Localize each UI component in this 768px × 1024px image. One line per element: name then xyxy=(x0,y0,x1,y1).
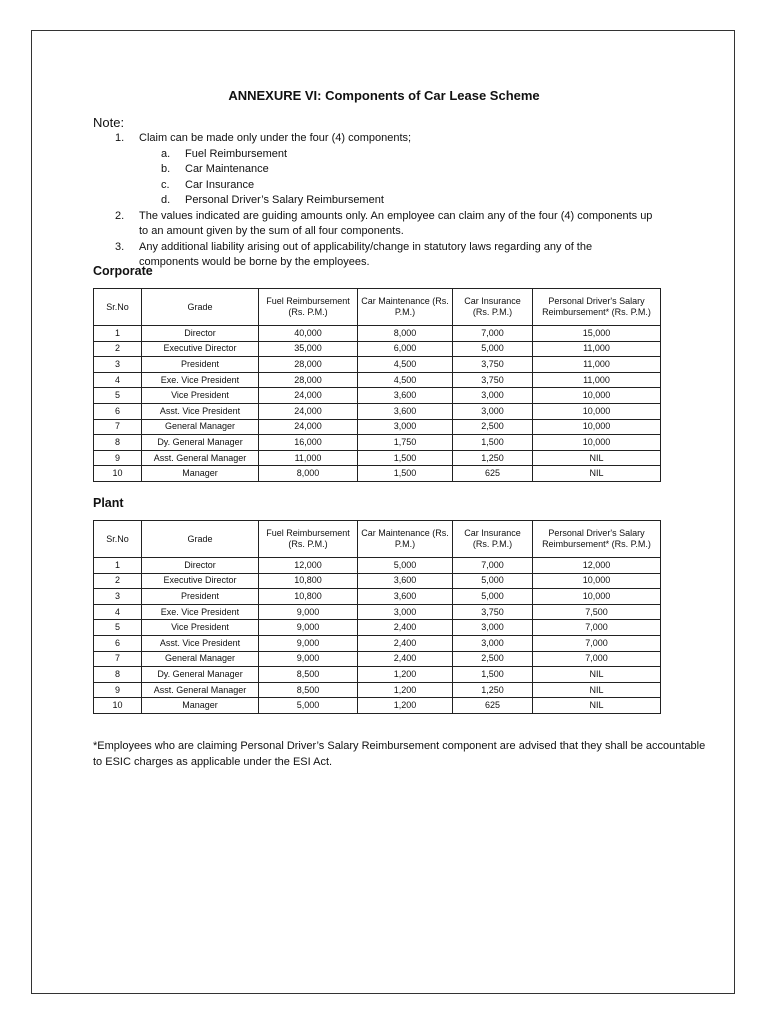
table-cell: 1 xyxy=(94,326,142,342)
table-row xyxy=(94,403,661,419)
note-text: Any additional liability arising out of applicability/change in statutory laws regarding any of the components would be borne by the employees. xyxy=(139,240,593,268)
table-header-row xyxy=(94,289,661,326)
table-cell: 16,000 xyxy=(259,435,358,451)
table-cell: 1,750 xyxy=(358,435,453,451)
table-cell: 3,000 xyxy=(453,635,533,651)
table-cell: Dy. General Manager xyxy=(142,667,259,683)
table-cell: Dy. General Manager xyxy=(142,435,259,451)
table-cell: 24,000 xyxy=(259,388,358,404)
table-row xyxy=(94,326,661,342)
table-cell: 12,000 xyxy=(533,558,661,574)
table-cell: 1,500 xyxy=(358,450,453,466)
footnote: *Employees who are claiming Personal Driver’s Salary Reimbursement component are advised that they shall be accountable to ESIC charges as applicable under the ESI Act. xyxy=(93,740,706,768)
table-row xyxy=(94,419,661,435)
table-cell: 7,000 xyxy=(453,326,533,342)
table-cell: 9,000 xyxy=(259,620,358,636)
table-cell: NIL xyxy=(533,466,661,482)
table-row xyxy=(94,357,661,373)
table-row xyxy=(94,388,661,404)
table-row xyxy=(94,651,661,667)
table-cell: 11,000 xyxy=(533,341,661,357)
table-row xyxy=(94,450,661,466)
table-cell: 625 xyxy=(453,698,533,714)
component-text: Personal Driver’s Salary Reimbursement xyxy=(185,194,384,206)
table-cell: 5 xyxy=(94,620,142,636)
table-cell: 11,000 xyxy=(533,357,661,373)
table-cell: 8,500 xyxy=(259,682,358,698)
table-cell: NIL xyxy=(533,698,661,714)
table-cell: 1,500 xyxy=(358,466,453,482)
table-cell: 4,500 xyxy=(358,357,453,373)
note-heading: Note: xyxy=(93,115,125,130)
column-header: Sr.No xyxy=(94,289,142,326)
document-title: ANNEXURE VI: Components of Car Lease Scheme xyxy=(228,88,540,103)
table-cell: 3,600 xyxy=(358,573,453,589)
column-header: Car Insurance (Rs. P.M.) xyxy=(453,521,533,558)
component-letter: a. xyxy=(161,147,171,160)
table-cell: 10 xyxy=(94,466,142,482)
table-cell: 2,400 xyxy=(358,635,453,651)
table-cell: 5,000 xyxy=(453,341,533,357)
corporate-heading: Corporate xyxy=(93,264,153,278)
table-cell: NIL xyxy=(533,682,661,698)
note-number: 2. xyxy=(115,209,125,222)
table-cell: 28,000 xyxy=(259,357,358,373)
table-cell: 3,000 xyxy=(453,403,533,419)
component-item xyxy=(93,178,653,194)
table-cell: 7 xyxy=(94,419,142,435)
table-cell: 4 xyxy=(94,604,142,620)
component-letter: b. xyxy=(161,163,171,175)
table-cell: 5,000 xyxy=(358,558,453,574)
note-text: The values indicated are guiding amounts only. An employee can claim any of the four (4) components up to an amount given by the sum of all four components. xyxy=(139,209,653,237)
component-text: Car Insurance xyxy=(185,178,255,191)
column-header: Fuel Reimbursement (Rs. P.M.) xyxy=(259,521,358,558)
table-cell: 1,200 xyxy=(358,682,453,698)
table-row xyxy=(94,558,661,574)
table-cell: 3,750 xyxy=(453,357,533,373)
note-number: 3. xyxy=(115,240,125,253)
table-cell: 40,000 xyxy=(259,326,358,342)
plant-heading: Plant xyxy=(93,496,124,510)
table-cell: 10,800 xyxy=(259,589,358,605)
table-cell: 10,000 xyxy=(533,419,661,435)
table-cell: NIL xyxy=(533,667,661,683)
table-cell: 6,000 xyxy=(358,341,453,357)
table-cell: 1,200 xyxy=(358,698,453,714)
table-cell: 3,750 xyxy=(453,604,533,620)
table-cell: 3,600 xyxy=(358,403,453,419)
table-row xyxy=(94,620,661,636)
table-cell: Executive Director xyxy=(142,341,259,357)
table-cell: 2,500 xyxy=(453,651,533,667)
table-cell: 8,500 xyxy=(259,667,358,683)
table-cell: 8,000 xyxy=(259,466,358,482)
column-header: Personal Driver's Salary Reimbursement* (Rs. P.M.) xyxy=(533,521,661,558)
table-cell: President xyxy=(142,357,259,373)
note-text: Claim can be made only under the four (4) components; xyxy=(139,132,412,144)
notes-list xyxy=(93,131,653,271)
column-header: Fuel Reimbursement (Rs. P.M.) xyxy=(259,289,358,326)
table-cell: General Manager xyxy=(142,419,259,435)
table-cell: 3,750 xyxy=(453,372,533,388)
table-cell: 2 xyxy=(94,341,142,357)
table-cell: 3,000 xyxy=(453,620,533,636)
table-cell: Exe. Vice President xyxy=(142,372,259,388)
table-cell: 24,000 xyxy=(259,403,358,419)
table-cell: 3,000 xyxy=(358,604,453,620)
table-cell: Asst. Vice President xyxy=(142,403,259,419)
table-row xyxy=(94,466,661,482)
table-cell: President xyxy=(142,589,259,605)
column-header: Grade xyxy=(142,289,259,326)
table-cell: Vice President xyxy=(142,620,259,636)
note-item xyxy=(93,131,653,147)
table-cell: 5,000 xyxy=(453,573,533,589)
table-cell: 6 xyxy=(94,403,142,419)
table-cell: 5,000 xyxy=(259,698,358,714)
table-cell: 10,800 xyxy=(259,573,358,589)
corporate-table xyxy=(93,288,661,482)
component-item xyxy=(93,162,653,178)
table-cell: 7,500 xyxy=(533,604,661,620)
table-cell: 4,500 xyxy=(358,372,453,388)
table-cell: 10,000 xyxy=(533,388,661,404)
table-cell: Director xyxy=(142,326,259,342)
table-cell: 1,500 xyxy=(453,435,533,451)
table-row xyxy=(94,589,661,605)
table-row xyxy=(94,435,661,451)
table-cell: 7,000 xyxy=(533,651,661,667)
table-cell: 28,000 xyxy=(259,372,358,388)
table-cell: 1,250 xyxy=(453,682,533,698)
table-cell: 1,250 xyxy=(453,450,533,466)
note-item xyxy=(93,209,653,240)
table-cell: Asst. Vice President xyxy=(142,635,259,651)
table-cell: 9,000 xyxy=(259,651,358,667)
table-cell: 1,500 xyxy=(453,667,533,683)
table-cell: 7 xyxy=(94,651,142,667)
table-cell: Exe. Vice President xyxy=(142,604,259,620)
note-item xyxy=(93,240,653,271)
table-cell: 24,000 xyxy=(259,419,358,435)
column-header: Sr.No xyxy=(94,521,142,558)
table-cell: 7,000 xyxy=(533,635,661,651)
table-cell: 3,600 xyxy=(358,589,453,605)
table-row xyxy=(94,667,661,683)
table-cell: 625 xyxy=(453,466,533,482)
column-header: Car Insurance (Rs. P.M.) xyxy=(453,289,533,326)
table-cell: 35,000 xyxy=(259,341,358,357)
table-cell: 6 xyxy=(94,635,142,651)
table-cell: 7,000 xyxy=(533,620,661,636)
table-cell: Asst. General Manager xyxy=(142,682,259,698)
table-row xyxy=(94,372,661,388)
table-cell: 3 xyxy=(94,589,142,605)
component-item xyxy=(93,193,653,209)
table-row xyxy=(94,698,661,714)
column-header: Personal Driver's Salary Reimbursement* (Rs. P.M.) xyxy=(533,289,661,326)
table-header-row xyxy=(94,521,661,558)
table-cell: 3,600 xyxy=(358,388,453,404)
table-row xyxy=(94,604,661,620)
table-cell: 1 xyxy=(94,558,142,574)
table-cell: Manager xyxy=(142,466,259,482)
component-text: Car Maintenance xyxy=(185,163,269,175)
table-cell: 10,000 xyxy=(533,403,661,419)
component-letter: c. xyxy=(161,178,170,191)
column-header: Car Maintenance (Rs. P.M.) xyxy=(358,521,453,558)
table-cell: 10,000 xyxy=(533,573,661,589)
table-cell: 3 xyxy=(94,357,142,373)
table-cell: 8 xyxy=(94,435,142,451)
note-number: 1. xyxy=(115,132,125,144)
table-cell: 1,200 xyxy=(358,667,453,683)
table-cell: 10,000 xyxy=(533,435,661,451)
table-cell: 5,000 xyxy=(453,589,533,605)
component-text: Fuel Reimbursement xyxy=(185,147,288,160)
table-cell: 2,400 xyxy=(358,651,453,667)
table-row xyxy=(94,573,661,589)
table-cell: 7,000 xyxy=(453,558,533,574)
table-cell: 5 xyxy=(94,388,142,404)
table-cell: 11,000 xyxy=(533,372,661,388)
component-letter: d. xyxy=(161,194,171,206)
table-cell: 11,000 xyxy=(259,450,358,466)
table-cell: 2,500 xyxy=(453,419,533,435)
table-row xyxy=(94,682,661,698)
table-cell: Vice President xyxy=(142,388,259,404)
component-item xyxy=(93,147,653,163)
table-cell: 3,000 xyxy=(358,419,453,435)
table-cell: 8,000 xyxy=(358,326,453,342)
table-cell: Executive Director xyxy=(142,573,259,589)
table-cell: Manager xyxy=(142,698,259,714)
table-cell: 15,000 xyxy=(533,326,661,342)
table-cell: 4 xyxy=(94,372,142,388)
table-cell: 9,000 xyxy=(259,604,358,620)
table-cell: General Manager xyxy=(142,651,259,667)
table-row xyxy=(94,341,661,357)
table-cell: 9 xyxy=(94,682,142,698)
column-header: Car Maintenance (Rs. P.M.) xyxy=(358,289,453,326)
table-row xyxy=(94,635,661,651)
table-cell: 12,000 xyxy=(259,558,358,574)
table-cell: 8 xyxy=(94,667,142,683)
table-cell: 2,400 xyxy=(358,620,453,636)
table-cell: 10 xyxy=(94,698,142,714)
table-cell: Director xyxy=(142,558,259,574)
table-cell: Asst. General Manager xyxy=(142,450,259,466)
table-cell: 2 xyxy=(94,573,142,589)
column-header: Grade xyxy=(142,521,259,558)
table-cell: 10,000 xyxy=(533,589,661,605)
table-cell: 3,000 xyxy=(453,388,533,404)
plant-table xyxy=(93,520,661,714)
table-cell: 9,000 xyxy=(259,635,358,651)
table-cell: 9 xyxy=(94,450,142,466)
table-cell: NIL xyxy=(533,450,661,466)
